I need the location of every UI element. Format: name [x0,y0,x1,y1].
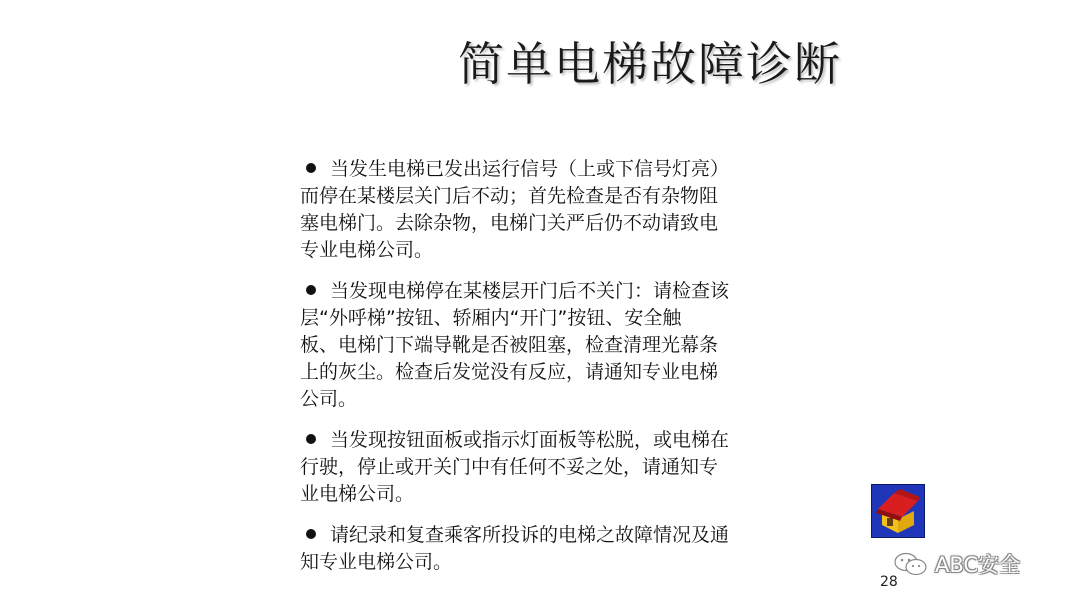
bullet-dot-icon [306,529,316,539]
bullet-list [300,156,770,590]
bullet-item-1 [300,156,770,264]
bullet-line: 板、电梯门下端导靴是否被阻塞，检查清理光幕条 [300,334,719,356]
bullet-item-3 [300,427,770,508]
wechat-icon [893,551,929,577]
bullet-line: 当发生电梯已发出运行信号（上或下信号灯亮） [300,156,770,183]
bullet-item-2 [300,278,770,413]
bullet-line: 请纪录和复查乘客所投诉的电梯之故障情况及通 [300,522,770,549]
bullet-line: 层“外呼梯”按钮、轿厢内“开门”按钮、安全触 [300,307,682,329]
page-number: 28 [880,574,898,590]
bullet-line: 塞电梯门。去除杂物，电梯门关严后仍不动请致电 [300,212,719,234]
slide-title: 简单电梯故障诊断 [458,37,842,91]
bullet-line: 业电梯公司。 [300,483,415,505]
house-logo-graphic [872,485,924,537]
bullet-item-4 [300,522,770,576]
bullet-dot-icon [306,163,316,173]
bullet-line: 当发现按钮面板或指示灯面板等松脱，或电梯在 [300,427,770,454]
house-logo-icon [871,484,925,538]
bullet-line: 上的灰尘。检查后发觉没有反应，请通知专业电梯 [300,361,719,383]
bullet-line: 而停在某楼层关门后不动；首先检查是否有杂物阻 [300,185,719,207]
bullet-dot-icon [306,285,316,295]
bullet-line: 当发现电梯停在某楼层开门后不关门：请检查该 [300,278,770,305]
bullet-line: 专业电梯公司。 [300,239,434,261]
bullet-line: 公司。 [300,388,358,410]
watermark-text: ABC安全 [935,553,1021,577]
bullet-dot-icon [306,434,316,444]
bullet-line: 行驶，停止或开关门中有任何不妥之处，请通知专 [300,456,719,478]
watermark [893,549,1020,579]
bullet-line: 知专业电梯公司。 [300,551,453,573]
